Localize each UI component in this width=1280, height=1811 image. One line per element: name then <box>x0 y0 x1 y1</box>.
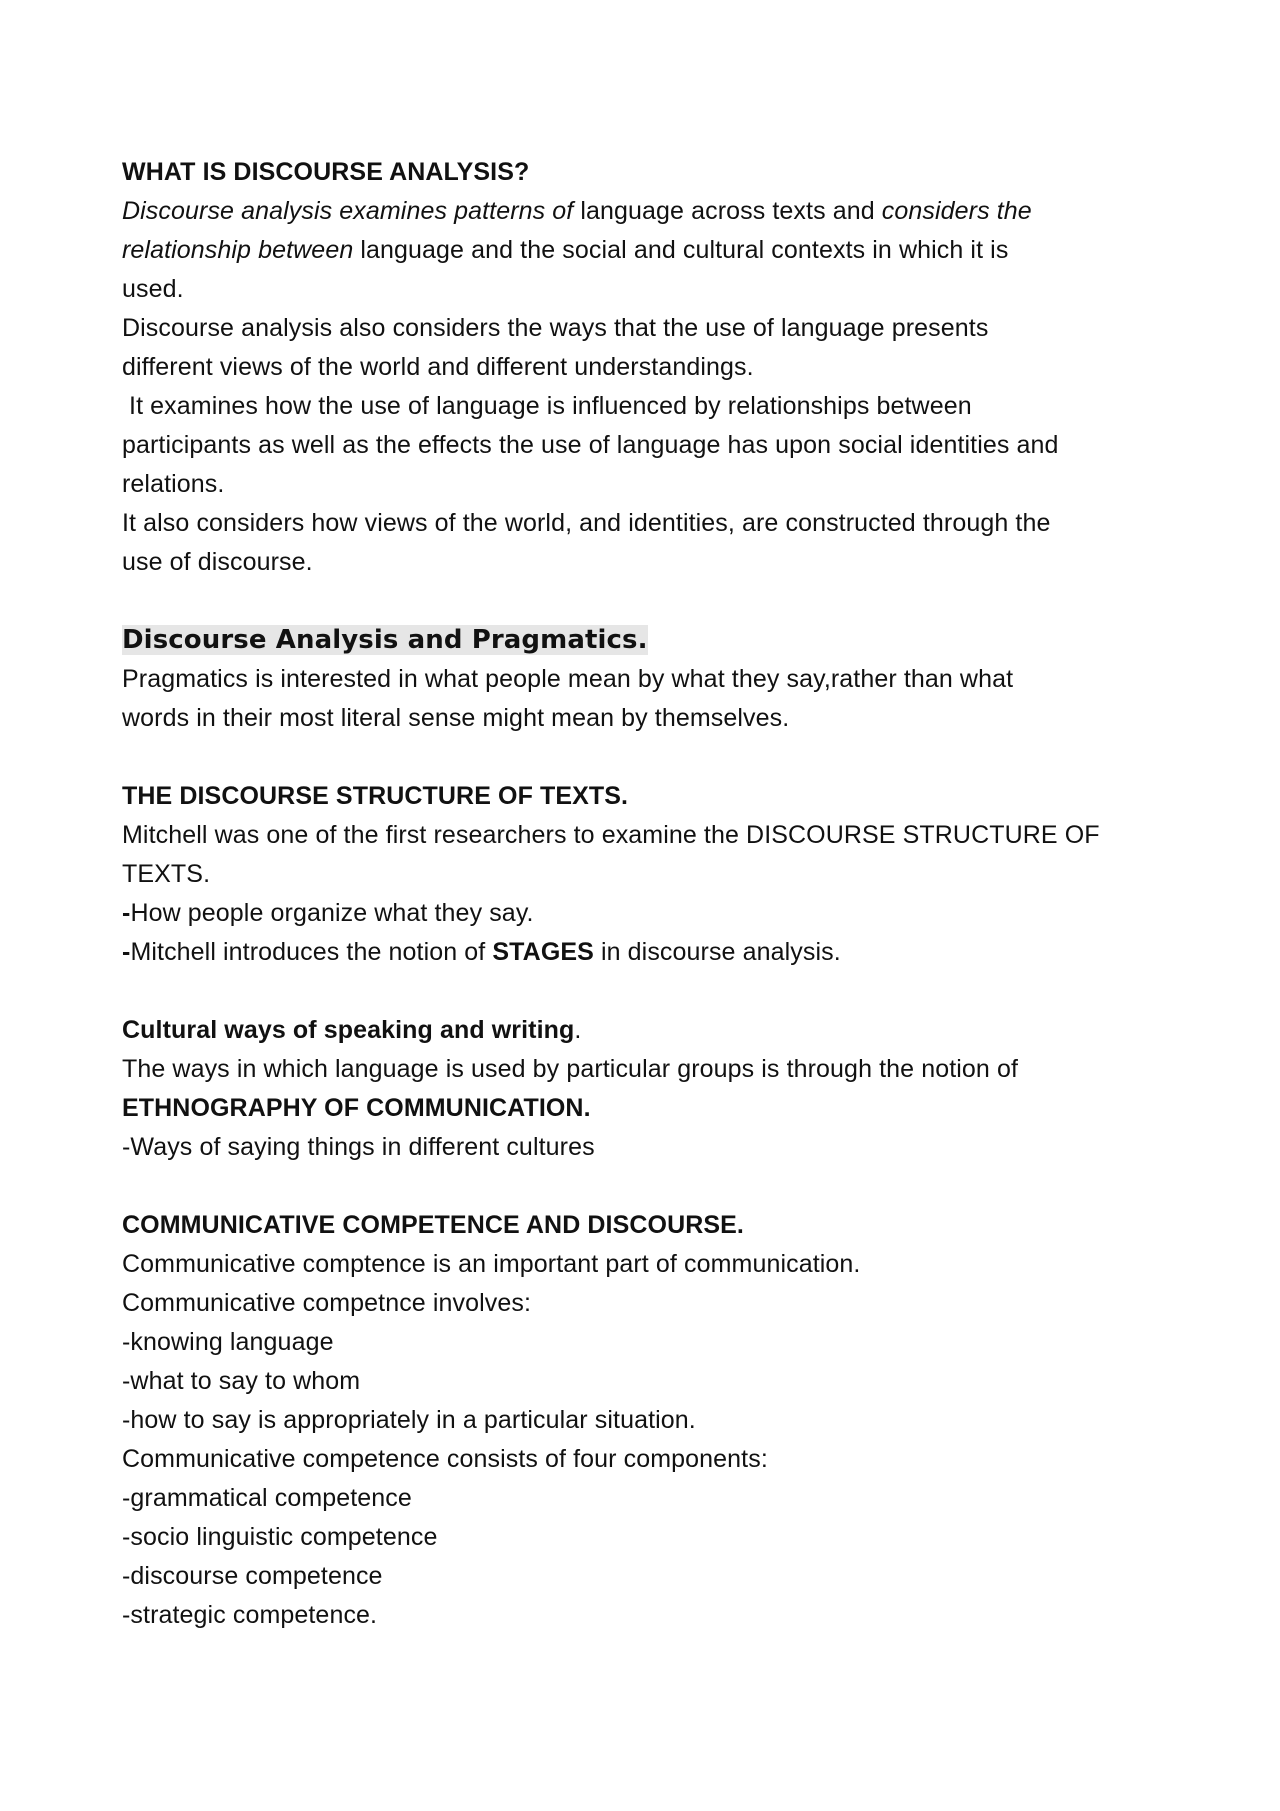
text-run: It also considers how views of the world, and identities, are constructed through the <box>122 509 1051 537</box>
paragraph-line <box>122 1128 1182 1167</box>
paragraph-line <box>122 504 1182 543</box>
paragraph-line <box>122 660 1182 699</box>
paragraph-line <box>122 231 1182 270</box>
spacer <box>122 972 1182 1011</box>
paragraph-line <box>122 1557 1182 1596</box>
paragraph-line <box>122 543 1182 582</box>
paragraph-line <box>122 465 1182 504</box>
paragraph-line <box>122 1440 1182 1479</box>
paragraph-line <box>122 855 1182 894</box>
text-run: in discourse analysis. <box>593 938 841 966</box>
section-heading: Cultural ways of speaking and writing <box>122 1016 575 1044</box>
paragraph-line <box>122 1245 1182 1284</box>
paragraph-line <box>122 1596 1182 1635</box>
text-run: language and the social and cultural contexts in which it is <box>353 236 1009 264</box>
text-run: words in their most literal sense might mean by themselves. <box>122 704 790 732</box>
section-discourse-analysis-and-pragmatics <box>122 621 1182 738</box>
paragraph-line <box>122 387 1182 426</box>
paragraph-line <box>122 1401 1182 1440</box>
text-run: Pragmatics is interested in what people mean by what they say,rather than what <box>122 665 1014 693</box>
text-run: Communicative competnce involves: <box>122 1289 532 1317</box>
paragraph-line <box>122 1518 1182 1557</box>
text-run: Discourse analysis examines patterns of <box>122 197 574 225</box>
text-run: used. <box>122 275 184 303</box>
paragraph-line <box>122 1284 1182 1323</box>
text-run: language across texts and <box>573 197 882 225</box>
spacer <box>122 1167 1182 1206</box>
spacer <box>122 738 1182 777</box>
paragraph-line <box>122 309 1182 348</box>
text-run: Communicative competence consists of four components: <box>122 1445 768 1473</box>
text-run: Mitchell introduces the notion of <box>130 938 493 966</box>
paragraph-line <box>122 816 1182 855</box>
paragraph-line <box>122 426 1182 465</box>
text-run: -how to say is appropriately in a particular situation. <box>122 1406 696 1434</box>
paragraph-line <box>122 894 1182 933</box>
section-discourse-structure-of-texts <box>122 777 1182 972</box>
text-run: How people organize what they say. <box>130 899 534 927</box>
spacer <box>122 582 1182 621</box>
text-run: It examines how the use of language is influenced by relationships between <box>122 392 972 420</box>
paragraph-line <box>122 1479 1182 1518</box>
text-run: - <box>122 938 131 966</box>
text-run: Communicative comptence is an important part of communication. <box>122 1250 861 1278</box>
section-heading-highlighted <box>122 621 1182 660</box>
paragraph-line <box>122 699 1182 738</box>
document-body <box>122 153 1182 1635</box>
text-run: use of discourse. <box>122 548 313 576</box>
text-run: Mitchell was one of the first researchers to examine the DISCOURSE STRUCTURE OF <box>122 821 1100 849</box>
section-cultural-ways-of-speaking <box>122 1011 1182 1167</box>
section-heading-text: Discourse Analysis and Pragmatics. <box>122 625 648 655</box>
text-run: relationship between <box>122 236 354 264</box>
text-run: STAGES <box>492 938 594 966</box>
paragraph-line <box>122 933 1182 972</box>
paragraph-line <box>122 1323 1182 1362</box>
section-heading-suffix: . <box>574 1016 582 1044</box>
paragraph-line <box>122 348 1182 387</box>
section-heading: THE DISCOURSE STRUCTURE OF TEXTS. <box>122 782 629 810</box>
paragraph-line <box>122 270 1182 309</box>
text-run: -discourse competence <box>122 1562 383 1590</box>
text-run: ETHNOGRAPHY OF COMMUNICATION. <box>122 1094 591 1122</box>
text-run: -strategic competence. <box>122 1601 378 1629</box>
text-run: -socio linguistic competence <box>122 1523 438 1551</box>
paragraph-line <box>122 1089 1182 1128</box>
text-run: Discourse analysis also considers the ways that the use of language presents <box>122 314 989 342</box>
section-heading: WHAT IS DISCOURSE ANALYSIS? <box>122 158 530 186</box>
paragraph-line <box>122 1362 1182 1401</box>
paragraph-line <box>122 192 1182 231</box>
text-run: -what to say to whom <box>122 1367 361 1395</box>
text-run: -grammatical competence <box>122 1484 412 1512</box>
text-run: - <box>122 899 131 927</box>
section-heading-line <box>122 1011 1182 1050</box>
text-run: -Ways of saying things in different cultures <box>122 1133 595 1161</box>
text-run: participants as well as the effects the use of language has upon social identities and <box>122 431 1059 459</box>
section-heading: COMMUNICATIVE COMPETENCE AND DISCOURSE. <box>122 1211 744 1239</box>
section-what-is-discourse-analysis <box>122 153 1182 582</box>
text-run: relations. <box>122 470 225 498</box>
text-run: different views of the world and different understandings. <box>122 353 754 381</box>
text-run: The ways in which language is used by particular groups is through the notion of <box>122 1055 1019 1083</box>
section-communicative-competence <box>122 1206 1182 1635</box>
text-run: -knowing language <box>122 1328 334 1356</box>
text-run: TEXTS. <box>122 860 211 888</box>
text-run: considers the <box>881 197 1032 225</box>
paragraph-line <box>122 1050 1182 1089</box>
